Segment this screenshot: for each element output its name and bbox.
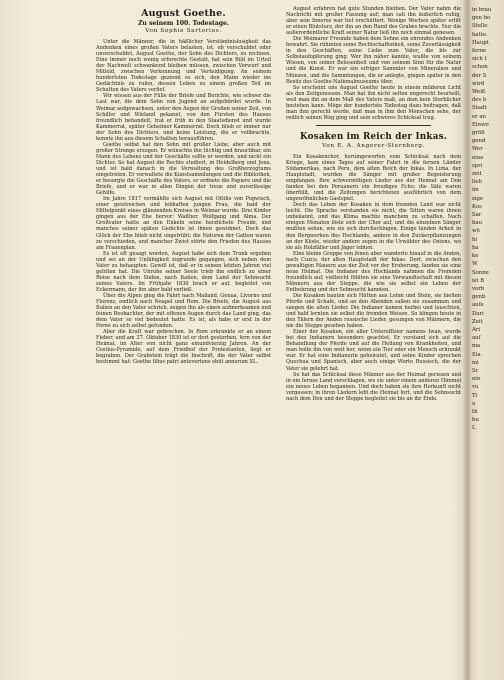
paragraph: Über die Alpen ging die Fahrt nach Mailand, Genua, Livorno und Florenz, endlich nach Neapel und Rom. Die Briefe, die August aus Italien an den Vater schrieb, zeigen ihn als einen aufmerksamen und feinen Beobachter, der mit offenen Augen durch das Land ging, das dem Vater so viel bedeutet hatte. Es ist, als habe er erst in der Ferne zu sich selbst gefunden. [96, 292, 271, 330]
edge-line: mi [472, 359, 479, 366]
edge-line: Dari [472, 310, 484, 317]
edge-line: ferne [472, 48, 487, 55]
edge-line: Sonne [472, 269, 489, 276]
edge-line: gen bo [472, 15, 491, 22]
edge-line: bu [472, 417, 479, 424]
edge-line: W [472, 261, 478, 268]
edge-line: Zeit [472, 318, 483, 325]
edge-line: im [472, 187, 479, 194]
edge-line: Ari [472, 326, 481, 333]
edge-line: Stadt [472, 105, 487, 112]
edge-line: ke [472, 253, 479, 260]
paragraph: Goethe selbst hat den Sohn mit großer Liebe, aber auch mit großer Strenge erzogen. Er wünschte ihn tüchtig und brauchbar, ein Mann des Lebens und der Geschäfte sollte er werden, und nicht ein Dichter. So hat August die Rechte studiert, in Heidelberg und Jena, und ist bald danach in die Verwaltung des Großherzogtums eingetreten. Er verwaltete die Kunstsammlungen und die Bibliothek, er besorgte die Geschäfte des Vaters, er ordnete die Papiere und die Briefe, und er war in allen Dingen der treue und zuverlässige Gehilfe. [96, 141, 271, 197]
edge-line: der S [472, 72, 487, 79]
edge-line: Weiß [472, 89, 486, 96]
paragraph: Ein Kosakenchor, herumgeworfen vom Schicksal nach dem Kriege, kam eines Tages auf seiner Fahrt in die fernen Länder Südamerikas, nach Peru, dem alten Reich der Inkas. In Lima, der Hauptstadt, wurden die Sänger mit großer Begeisterung empfangen. Ihre schwermütigen Lieder aus der Heimat am Don fanden bei den Peruanern ein freudiges Echo; die Säle waren überfüllt, und die Zeitungen berichteten ausführlich von dem ungewöhnlichen Gastspiel. [286, 153, 461, 203]
edge-line: in brau [472, 7, 492, 13]
edge-line: Kos [472, 203, 482, 210]
edge-line: wird [472, 80, 485, 87]
article-subhead-goethe: Zu seinem 100. Todestage. [137, 20, 230, 27]
paragraph: August erfahren hat gute Stunden bleiben. Der Vater nahm die Nachricht mit großer Fassung auf; man sah ihn äußerlich ruhig, aber sein Inneres war tief erschüttert. Wenige Wochen später erlitt er einen Blutsturz, der ihn an den Rand des Grabes brachte. Nur die außerordentliche Kraft seiner Natur ließ ihn noch einmal genesen. [286, 6, 461, 37]
edge-line: Eia [472, 351, 481, 358]
edge-line: Sar [472, 212, 482, 219]
edge-line: spri [472, 162, 483, 169]
edge-line: aufe [472, 302, 484, 309]
paragraph: Unter die Männer, die in häßlicher Verständnislosigkeit das Andenken eines großen Vaters belasten, ist, ob verschuldet oder unverschuldet, August Goethe, der Sohn des Dichters, zu rechnen. Eine immer noch wenig erforschte Gestalt, hat sein Bild im Urteil der Nachwelt schwankend bleiben müssen, zwischen Vorwurf und Mitleid, zwischen Verkennung und Verteidigung. An seinem hundertsten Todestage geziemt es sich, den Mann wieder ins Gedächtnis zu rufen, dessen Leben zu einem großen Teil im Schatten des Vaters verlief. [96, 39, 271, 94]
edge-line: ein [472, 376, 481, 383]
edge-line: er an [472, 113, 486, 120]
left-column [96, 6, 271, 672]
edge-line: zige [472, 195, 484, 202]
article-headline-goethe: August Goethe. [141, 8, 226, 19]
edge-line: Ti [472, 392, 478, 399]
paragraph: Im Jahre 1817 vermählte sich August mit Ottilie von Pogwisch, einer geistreichen und lebhaften jungen Frau, die bald der Mittelpunkt eines glänzenden Kreises in Weimar wurde. Drei Kinder gingen aus der Ehe hervor: Walther, Wolfgang und Alma. Der Großvater hatte an den Enkeln seine herzlichste Freude, und manches seiner späten Gedichte ist ihnen gewidmet. Doch das Glück der Ehe blieb nicht ungetrübt; die Naturen der Gatten waren zu verschieden, und mancher Zwist störte den Frieden des Hauses am Frauenplan. [96, 196, 271, 251]
cut-off-edge-column [472, 6, 504, 672]
paragraph: Die Kosaken bauten sich Hütten aus Lehm und Stein, sie hielten Pferde und Schafe, und an den Abenden saßen sie zusammen und sangen die alten Lieder. Die Indianer kamen herbei und lauschten, und bald lernten sie selbst die fremden Weisen. So klingen heute in den Tälern der Anden russische Lieder, gesungen von Männern, die nie die Steppe gesehen haben. [286, 292, 461, 330]
edge-line: sich t [472, 56, 487, 63]
edge-line: vorb [472, 285, 485, 292]
edge-line: Stelle [472, 23, 488, 30]
paragraph: Eine kleine Gruppe von ihnen aber wanderte hinauf in die Anden, nach Cuzco, der alten Hauptstadt der Inkas. Dort, zwischen den gewaltigen Mauern aus der Zeit vor der Eroberung, fanden sie eine neue Heimat. Die Indianer des Hochlands nahmen die Fremden freundlich auf; vielleicht fühlten sie eine Verwandtschaft mit diesen Männern aus der Steppe, die wie sie selbst ein Leben der Entbehrung und der Sehnsucht kannten. [286, 250, 461, 293]
paragraph: Es ist oft gesagt worden, August habe sich dem Trunk ergeben und sei an der Unfähigkeit zugrunde gegangen, sich neben dem Vater zu behaupten. Gewiß ist, daß er in seinen letzten Jahren viel gelitten hat. Die Unruhe seiner Seele trieb ihn endlich zu einer Reise nach dem Süden, nach Italien, dem Land der Sehnsucht seines Vaters. Im Frühjahr 1830 brach er auf, begleitet von Eckermann, der ihn aber bald verließ. [96, 250, 271, 293]
edge-line: zeit [472, 171, 482, 178]
paragraph: So hat das Schicksal diese Männer aus der Heimat gerissen und in ein fernes Land verschlagen, wo sie unter einem anderen Himmel ein neues Leben begannen. Und doch haben sie ihre Herkunft nicht vergessen; in ihren Liedern lebt die Heimat fort, und die Sehnsucht nach dem Don und der Steppe begleitet sie bis an ihr Ende. [286, 371, 461, 402]
edge-line: genb [472, 294, 486, 301]
edge-line: wö [472, 228, 480, 235]
article-byline-kosaken: Von E. A. Angerer-Sternberg. [321, 142, 425, 149]
edge-line: ma [472, 343, 481, 350]
edge-line: Einwo [472, 121, 489, 128]
edge-line: größ [472, 130, 485, 137]
edge-line: ha [472, 244, 479, 251]
edge-line: hatte. [472, 31, 488, 38]
edge-line: bau [472, 220, 482, 227]
paragraph: Einer der Kosaken, ein alter Unteroffizier namens Iwan, wurde bei den Indianern besonders geachtet. Er verstand sich auf die Behandlung der Pferde und auf die Heilung von Krankheiten, und man holte ihn von weit her, wenn ein Tier oder ein Mensch erkrankt war. Er hat eine Indianerin geheiratet, und seine Kinder sprechen Quechua und Spanisch, aber auch einige Worte Russisch, die der Vater sie gelehrt hat. [286, 329, 461, 372]
page-fold-shadow [463, 0, 471, 680]
article-divider [316, 125, 431, 126]
edge-line: th [472, 408, 478, 415]
edge-line: Haupt [472, 39, 489, 46]
edge-line: des b [472, 97, 487, 104]
paragraph: So erscheint uns August Goethe heute in einem milderen Licht als den Zeitgenossen. Man hat ihn nicht selten ungerecht beurteilt, weil man ihn an dem Maß des Vaters maß, an dem kein Sterblicher bestehen kann. Möge der hundertste Todestag dazu beitragen, daß man ihm gerecht werde, daß man in ihm den Menschen sehe, der redlich seinen Weg ging und sein schweres Schicksal trug. [286, 84, 461, 121]
edge-line: schon [472, 64, 488, 71]
edge-line: eine [472, 154, 484, 161]
edge-line: Sc [472, 367, 479, 374]
edge-line: lieh [472, 179, 482, 186]
paragraph: Doch das Leben der Kosaken in dem fremden Land war nicht leicht. Die Sprache verstanden sie nicht, die Sitten waren ihnen unbekannt, und das Klima machte manchem zu schaffen. Nach einigen Monaten löste sich der Chor auf, und die einzelnen Sänger mußten sehen, wie sie sich durchschlugen. Einige fanden Arbeit in den Bergwerken des Hochlands, andere in den Zuckerpflanzungen an der Küste, wieder andere zogen in die Urwälder des Ostens, wo sie als Holzfäller und Jäger lebten. [286, 202, 461, 251]
edge-line: Wer [472, 146, 483, 153]
edge-line: L [472, 425, 476, 432]
edge-line: auf [472, 335, 481, 342]
paragraph: Die Weimarer Freunde haben dem Sohne ein ehrendes Andenken bewahrt. Sie rühmten seine Rechtschaffenheit, seine Zuverlässigkeit in den Geschäften, seine Liebe zum Vater, die bis zur Selbstaufopferung ging. Wer ihn näher kannte, wußte von seinem Wissen, von seiner Belesenheit und von seinem Sinn für die Natur und die Kunst. Er war ein eifriger Sammler von Mineralien und Münzen, und die Sammlungen, die er anlegte, gingen später in den Besitz des Goethe-Nationalmuseums über. [286, 36, 461, 85]
edge-line: hi [472, 236, 478, 243]
paragraph: Wir wissen aus der Fülle der Briefe und Berichte, wie schwer die Last war, die dem Sohn von Jugend an aufgebürdet wurde. In Weimar aufgewachsen, unter den Augen der Großen seiner Zeit, von Schiller und Wieland gekannt, von den Fürsten des Hauses freundlich behandelt, trat er früh in den Staatsdienst und wurde Kammerrat, später Geheimer Kammerrat. Doch blieb er immer nur der Sohn des Dichters, und keine Leistung, die er vollbrachte, konnte ihn aus diesem Schatten herausführen. [96, 93, 271, 142]
right-column [286, 6, 461, 672]
edge-line: u [472, 400, 476, 407]
article-byline-goethe: Von Sophie Sartorius. [145, 28, 222, 34]
edge-line: vu [472, 384, 479, 391]
edge-line: gend [472, 138, 486, 145]
paragraph: Aber die Kraft war gebrochen. In Rom erkrankte er an einem Fieber, und am 27. Oktober 1830 ist er dort gestorben, fern von der Heimat, im Alter von nicht ganz einundvierzig Jahren. An der Cestius-Pyramide, auf dem Friedhof der Protestanten, liegt er begraben. Der Grabstein trägt die Inschrift, die der Vater selbst bestimmt hat: Goethe filius patri antevertens obiit annorum XL. [96, 329, 271, 366]
article-headline-kosaken: Kosaken im Reich der Inkas. [299, 131, 448, 142]
edge-line: ist B [472, 277, 485, 284]
